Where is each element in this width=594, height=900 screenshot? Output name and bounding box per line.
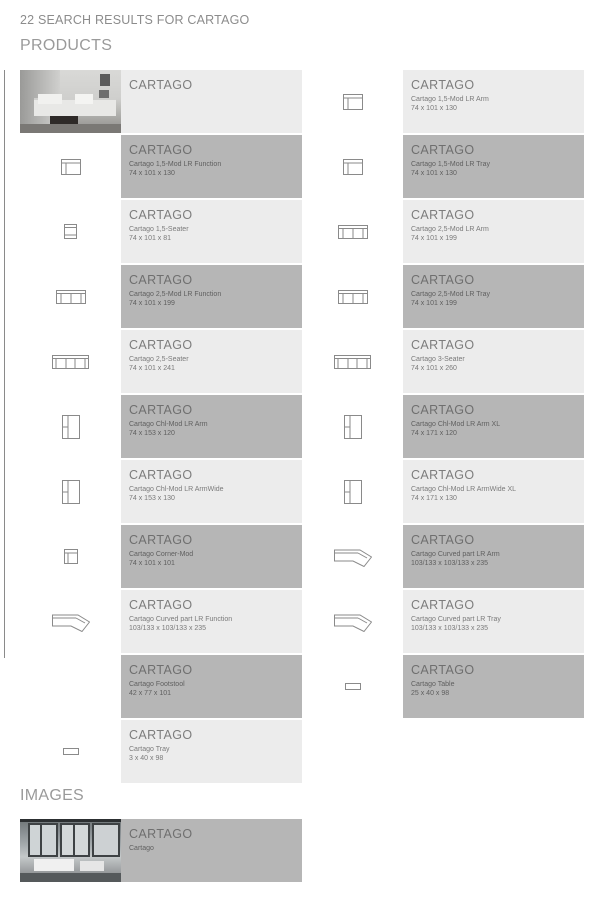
product-info[interactable] (403, 135, 584, 198)
product-dimensions: 74 x 101 x 199 (411, 235, 457, 242)
product-card[interactable] (20, 460, 302, 523)
interior-photo[interactable] (20, 819, 121, 882)
product-card[interactable] (20, 395, 302, 458)
product-name: CARTAGO (129, 663, 193, 677)
product-thumbnail[interactable] (20, 590, 121, 653)
product-description: Cartago Curved part LR Function (129, 616, 233, 623)
product-dimensions: 103/133 x 103/133 x 235 (411, 625, 489, 632)
product-thumbnail[interactable] (302, 525, 403, 588)
product-info[interactable] (403, 200, 584, 263)
product-description: Cartago 2,5-Mod LR Arm (411, 226, 489, 233)
product-thumbnail[interactable] (302, 265, 403, 328)
corner-module-icon (64, 549, 78, 564)
product-card[interactable] (20, 135, 302, 198)
product-description: Cartago 3-Seater (411, 356, 465, 363)
product-dimensions: 3 x 40 x 98 (129, 755, 164, 762)
product-name: CARTAGO (411, 78, 475, 92)
product-description: Cartago Corner-Mod (129, 551, 194, 558)
product-name: CARTAGO (129, 273, 193, 287)
product-card[interactable] (20, 590, 302, 653)
product-name: CARTAGO (411, 403, 475, 417)
product-description: Cartago Chl-Mod LR Arm (129, 421, 208, 428)
product-info[interactable] (121, 330, 302, 393)
chaise-module-armwide-icon (62, 480, 80, 504)
results-count-heading: 22 SEARCH RESULTS FOR CARTAGO (20, 13, 250, 27)
product-thumbnail[interactable] (20, 265, 121, 328)
product-card[interactable] (302, 655, 584, 718)
product-name: CARTAGO (129, 403, 193, 417)
product-description: Cartago 1,5-Seater (129, 226, 189, 233)
product-name: CARTAGO (411, 663, 475, 677)
product-card[interactable] (302, 200, 584, 263)
product-card[interactable] (302, 330, 584, 393)
product-name: CARTAGO (411, 338, 475, 352)
product-card[interactable] (302, 265, 584, 328)
images-section-heading: IMAGES (20, 787, 85, 804)
chaise-module-armwide-xl-icon (344, 480, 362, 504)
product-card[interactable] (302, 70, 584, 133)
product-card[interactable] (20, 655, 302, 718)
product-info[interactable] (403, 330, 584, 393)
product-description: Cartago Footstool (129, 681, 185, 688)
product-name: CARTAGO (411, 208, 475, 222)
product-dimensions: 103/133 x 103/133 x 235 (411, 560, 489, 567)
product-card[interactable] (302, 525, 584, 588)
product-thumbnail[interactable] (20, 200, 121, 263)
product-description: Cartago 1,5-Mod LR Arm (411, 96, 489, 103)
tray-icon (63, 748, 79, 755)
sofa-2-5-module-arm-icon (338, 225, 368, 239)
living-room-photo[interactable] (20, 70, 121, 133)
curved-part-tray-icon (334, 612, 372, 632)
product-info[interactable] (121, 265, 302, 328)
product-dimensions: 74 x 101 x 199 (129, 300, 175, 307)
sofa-module-tray-icon (343, 159, 363, 175)
product-thumbnail[interactable] (302, 590, 403, 653)
product-card[interactable] (20, 200, 302, 263)
product-description: Cartago 2,5-Seater (129, 356, 189, 363)
product-name: CARTAGO (129, 533, 193, 547)
product-card[interactable] (20, 525, 302, 588)
product-card[interactable] (302, 395, 584, 458)
product-name: CARTAGO (411, 143, 475, 157)
product-card[interactable] (20, 330, 302, 393)
product-thumbnail[interactable] (302, 70, 403, 133)
chaise-module-arm-xl-icon (344, 415, 362, 439)
product-card[interactable] (20, 720, 302, 783)
sofa-2-5-module-tray-icon (338, 290, 368, 304)
product-thumbnail[interactable] (302, 330, 403, 393)
product-info[interactable] (121, 590, 302, 653)
image-result-card[interactable] (20, 819, 302, 882)
product-info[interactable] (121, 135, 302, 198)
product-name: CARTAGO (129, 208, 193, 222)
product-thumbnail[interactable] (20, 460, 121, 523)
curved-part-arm-icon (334, 547, 372, 567)
product-name: CARTAGO (129, 827, 193, 841)
product-thumbnail[interactable] (302, 460, 403, 523)
product-name: CARTAGO (129, 143, 193, 157)
product-card[interactable] (20, 70, 302, 133)
product-info[interactable] (403, 70, 584, 133)
product-info[interactable] (121, 395, 302, 458)
product-name: CARTAGO (411, 598, 475, 612)
product-thumbnail[interactable] (302, 135, 403, 198)
product-description: Cartago Chl-Mod LR ArmWide (129, 486, 224, 493)
product-info[interactable] (121, 200, 302, 263)
sofa-2-5-seater-icon (52, 355, 89, 369)
product-dimensions: 42 x 77 x 101 (129, 690, 172, 697)
products-section-heading: PRODUCTS (20, 37, 113, 54)
product-results-grid (20, 70, 585, 785)
product-info[interactable] (121, 525, 302, 588)
product-dimensions: 74 x 101 x 101 (129, 560, 175, 567)
table-icon (345, 683, 361, 690)
product-info[interactable] (403, 655, 584, 718)
product-dimensions: 74 x 153 x 130 (129, 495, 175, 502)
product-description: Cartago 2,5-Mod LR Tray (411, 291, 490, 298)
product-info[interactable] (403, 395, 584, 458)
sofa-2-5-module-function-icon (56, 290, 86, 304)
product-name: CARTAGO (411, 468, 475, 482)
product-info[interactable] (403, 525, 584, 588)
product-description: Cartago 1,5-Mod LR Tray (411, 161, 490, 168)
left-divider-line (4, 70, 5, 658)
sofa-module-arm-icon (343, 94, 363, 110)
product-card[interactable] (302, 135, 584, 198)
product-thumbnail[interactable] (302, 200, 403, 263)
product-description: Cartago Curved part LR Arm (411, 551, 500, 558)
sofa-module-function-icon (61, 159, 81, 175)
product-thumbnail[interactable] (302, 395, 403, 458)
product-card[interactable] (302, 460, 584, 523)
product-name: CARTAGO (129, 598, 193, 612)
product-description: Cartago 2,5-Mod LR Function (129, 291, 222, 298)
chaise-module-arm-icon (62, 415, 80, 439)
product-dimensions: 74 x 171 x 120 (411, 430, 457, 437)
product-thumbnail[interactable] (20, 525, 121, 588)
product-dimensions: 103/133 x 103/133 x 235 (129, 625, 207, 632)
product-dimensions: 74 x 153 x 120 (129, 430, 175, 437)
product-name: CARTAGO (411, 533, 475, 547)
product-info[interactable] (121, 655, 302, 718)
product-description: Cartago Chl-Mod LR ArmWide XL (411, 486, 517, 493)
product-dimensions: 74 x 101 x 130 (129, 170, 175, 177)
product-card[interactable] (20, 265, 302, 328)
product-description: Cartago Table (411, 681, 455, 688)
product-info[interactable] (403, 460, 584, 523)
product-dimensions: 74 x 101 x 260 (411, 365, 457, 372)
product-info[interactable] (121, 819, 302, 882)
product-info[interactable] (403, 590, 584, 653)
product-description: Cartago (129, 845, 154, 852)
product-thumbnail[interactable] (20, 720, 121, 783)
product-thumbnail[interactable] (20, 135, 121, 198)
curved-part-function-icon (52, 612, 90, 632)
product-dimensions: 25 x 40 x 98 (411, 690, 450, 697)
product-dimensions: 74 x 101 x 241 (129, 365, 175, 372)
product-info[interactable] (121, 460, 302, 523)
product-thumbnail[interactable] (20, 330, 121, 393)
product-name: CARTAGO (129, 78, 193, 92)
product-description: Cartago 1,5-Mod LR Function (129, 161, 222, 168)
product-dimensions: 74 x 101 x 81 (129, 235, 172, 242)
product-thumbnail[interactable] (20, 395, 121, 458)
product-description: Cartago Chl-Mod LR Arm XL (411, 421, 501, 428)
product-info[interactable] (403, 265, 584, 328)
product-thumbnail[interactable] (20, 655, 121, 718)
product-dimensions: 74 x 171 x 130 (411, 495, 457, 502)
product-dimensions: 74 x 101 x 130 (411, 105, 457, 112)
sofa-1-5-seater-icon (64, 224, 77, 239)
product-name: CARTAGO (129, 338, 193, 352)
product-name: CARTAGO (411, 273, 475, 287)
sofa-3-seater-icon (334, 355, 371, 369)
product-card[interactable] (302, 590, 584, 653)
product-thumbnail[interactable] (302, 655, 403, 718)
product-description: Cartago Curved part LR Tray (411, 616, 501, 623)
product-info[interactable] (121, 720, 302, 783)
product-dimensions: 74 x 101 x 130 (411, 170, 457, 177)
product-info[interactable] (121, 70, 302, 133)
product-description: Cartago Tray (129, 746, 170, 753)
product-name: CARTAGO (129, 468, 193, 482)
product-name: CARTAGO (129, 728, 193, 742)
product-dimensions: 74 x 101 x 199 (411, 300, 457, 307)
